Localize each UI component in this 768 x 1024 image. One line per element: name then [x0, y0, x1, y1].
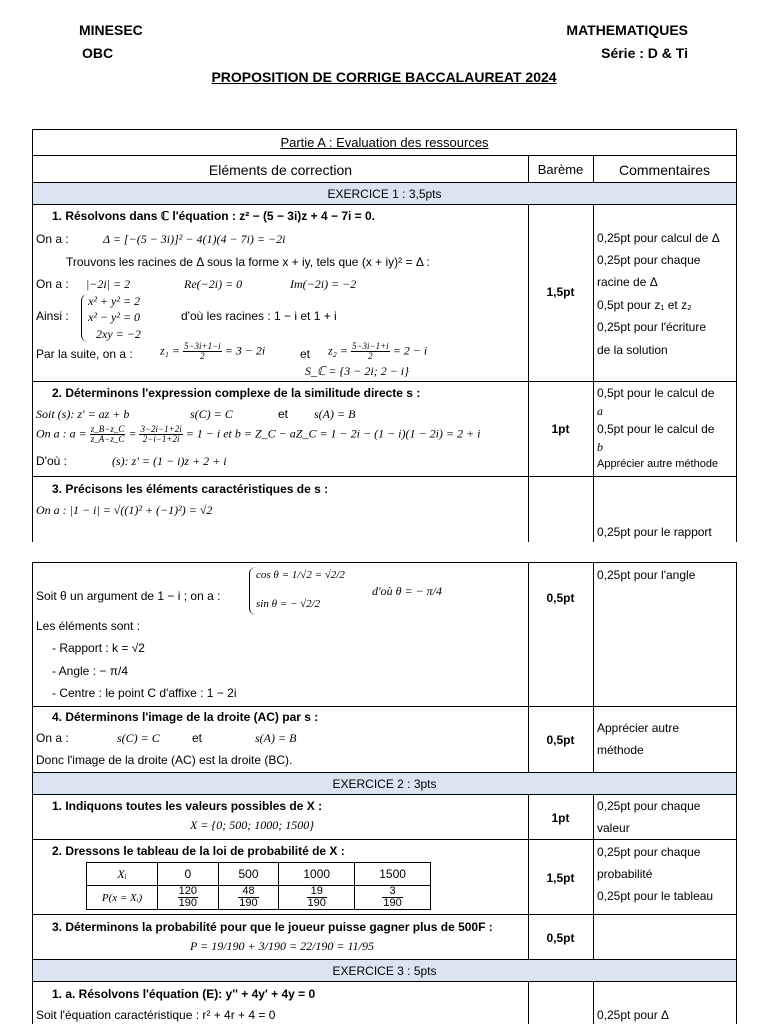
ex1-q3-heading: 3. Précisons les éléments caractéristiques de s :	[52, 482, 329, 496]
ex2-q1-heading: 1. Indiquons toutes les valeurs possibles de X :	[52, 799, 323, 813]
ministry-label: MINESEC	[79, 22, 143, 38]
ex1-q1-comment1: 0,25pt pour calcul de Δ	[597, 231, 720, 245]
ex1-q3-ratio: - Rapport : k = √2	[52, 641, 145, 655]
ex1-q3-angle: - Angle : − π/4	[52, 664, 128, 678]
ex1-q2-score: 1pt	[551, 422, 570, 436]
ex1-q1-solution-set: S_ℂ = {3 − 2i; 2 − i}	[305, 364, 409, 378]
system-brace-icon	[249, 567, 256, 615]
ex1-q3-score: 0,5pt	[546, 591, 575, 605]
ex2-q3-score: 0,5pt	[546, 931, 575, 945]
ex1-q1-system-eq3: 2xy = −2	[96, 327, 141, 341]
law-probability: $\frac{19}{190}$	[279, 886, 355, 910]
ex2-q2-comment1: 0,25pt pour chaque	[597, 845, 701, 859]
ex1-q1-et: et	[300, 347, 311, 361]
ex1-q3-argument-intro: Soit θ un argument de 1 − i ; on a :	[36, 589, 221, 603]
ex1-q1-line1-label: On a :	[36, 232, 69, 246]
ex1-q3-center: - Centre : le point C d'affixe : 1 − 2i	[52, 686, 237, 700]
ex1-q3-elements-intro: Les éléments sont :	[36, 619, 141, 633]
ex1-q1-z1: z₁ = $\frac{5-3i+1-i}{2}$ = 3 − 2i	[160, 341, 266, 361]
ex1-q4-sc: s(C) = C	[117, 731, 160, 745]
ex1-q4-score: 0,5pt	[546, 733, 575, 747]
ex1-q1-ainsi: Ainsi :	[36, 309, 69, 323]
ex1-q3-theta: d'où θ = − π/4	[372, 584, 443, 598]
ex2-q1-score: 1pt	[551, 811, 570, 825]
subject-label: MATHEMATIQUES	[566, 22, 688, 38]
ex1-q4-et: et	[192, 731, 203, 745]
ex1-q1-comment3: racine de Δ	[597, 275, 658, 289]
ex3-q1-heading: 1. a. Résolvons l'équation (E): y'' + 4y' + 4y = 0	[52, 987, 316, 1001]
column-header-comments: Commentaires	[618, 162, 711, 178]
ex1-q4-sa: s(A) = B	[255, 731, 297, 745]
law-probability: $\frac{120}{190}$	[158, 886, 219, 910]
ex2-q2-heading: 2. Dressons le tableau de la loi de probabilité de X :	[52, 844, 345, 858]
ex1-q2-sa: s(A) = B	[314, 407, 356, 421]
part-a-heading: Partie A : Evaluation des ressources	[280, 135, 489, 150]
ex2-q3-probability: P = 19/190 + 3/190 = 22/190 = 11/95	[190, 939, 374, 953]
ex1-q1-line3-label: On a :	[36, 277, 69, 291]
ex1-q2-comment2: a	[597, 404, 603, 418]
ex1-q3-modulus: On a : |1 − i| = √((1)² + (−1)²) = √2	[36, 503, 213, 517]
law-value: 1500	[355, 863, 431, 886]
ex2-q2-comment3: 0,25pt pour le tableau	[597, 889, 714, 903]
law-header-probability: P(x = Xᵢ)	[87, 886, 158, 910]
ex1-q2-result: (s): z' = (1 − i)z + 2 + i	[112, 454, 227, 468]
ex1-q1-real-part: Re(−2i) = 0	[184, 277, 243, 291]
ex1-q1-heading: 1. Résolvons dans ℂ l'équation : z² − (5 − 3i)z + 4 − 7i = 0.	[52, 209, 376, 223]
ex1-q2-heading: 2. Déterminons l'expression complexe de la similitude directe s :	[52, 386, 421, 400]
ex1-q1-system-eq1: x² + y² = 2	[88, 294, 141, 308]
ex2-q1-values: X = {0; 500; 1000; 1500}	[190, 818, 315, 832]
ex1-q1-z2: z₂ = $\frac{5-3i-1+i}{2}$ = 2 − i	[328, 341, 428, 361]
exercise-3-band: EXERCICE 3 : 5pts	[332, 964, 437, 978]
ex1-q4-heading: 4. Déterminons l'image de la droite (AC) par s :	[52, 710, 319, 724]
ex1-q1-comment4: 0,5pt pour z₁ et z₂	[597, 298, 692, 312]
ex1-q2-sc: s(C) = C	[190, 407, 233, 421]
law-value: 500	[218, 863, 279, 886]
law-probability: $\frac{3}{190}$	[355, 886, 431, 910]
ex1-q3-sin: sin θ = − √2/2	[256, 598, 321, 610]
ex3-q1-characteristic: Soit l'équation caractéristique : r² + 4r + 4 = 0	[36, 1008, 276, 1022]
law-value: 0	[158, 863, 219, 886]
ex1-q2-comment4: b	[597, 440, 603, 454]
page-title: PROPOSITION DE CORRIGE BACCALAUREAT 2024	[211, 69, 557, 85]
column-header-elements: Eléments de correction	[208, 162, 353, 178]
ex1-q4-comment1: Apprécier autre	[597, 721, 680, 735]
ex1-q1-line5-label: Par la suite, on a :	[36, 347, 133, 361]
ex2-q2-comment2: probabilité	[597, 867, 653, 881]
system-brace-icon	[81, 294, 88, 342]
ex1-q2-a-calc: On a : a = $\frac{z\_B-z\_C}{z\_A-z\_C}$ = $\frac{3-2i-1+2i}{2-i-1+2i}$ = 1 − i et b = Z_C − aZ_C = 1 − 2i − (1 − i)(1 − 2i) = 2 + i	[36, 424, 481, 444]
probability-law-table	[86, 862, 431, 910]
ex1-q3-cos: cos θ = 1/√2 = √2/2	[256, 569, 345, 581]
series-label: Série : D & Ti	[601, 45, 688, 61]
ex1-q2-similitude: Soit (s): z' = az + b	[36, 407, 130, 421]
ex1-q1-comment6: de la solution	[597, 343, 668, 357]
ex1-q3-comment1: 0,25pt pour le rapport	[597, 525, 712, 539]
ex1-q1-comment2: 0,25pt pour chaque	[597, 253, 701, 267]
law-header-xi: Xᵢ	[87, 863, 158, 886]
exercise-1-band: EXERCICE 1 : 3,5pts	[327, 187, 442, 201]
ex1-q2-comment1: 0,5pt pour le calcul de	[597, 386, 715, 400]
ex1-q1-comment5: 0,25pt pour l'écriture	[597, 320, 707, 334]
ex1-q3-comment2: 0,25pt pour l'angle	[597, 568, 696, 582]
ex1-q1-line2: Trouvons les racines de Δ sous la forme x + iy, tels que (x + iy)² = Δ :	[66, 255, 430, 269]
ex2-q1-comment2: valeur	[597, 821, 630, 835]
ex1-q1-score: 1,5pt	[546, 285, 575, 299]
ex1-q4-conclusion: Donc l'image de la droite (AC) est la droite (BC).	[36, 753, 293, 767]
column-header-bareme: Barème	[537, 162, 584, 177]
law-probability: $\frac{48}{190}$	[218, 886, 279, 910]
ex1-q1-roots: d'où les racines : 1 − i et 1 + i	[181, 309, 337, 323]
ex1-q1-modulus: |−2i| = 2	[86, 277, 131, 291]
law-value: 1000	[279, 863, 355, 886]
ex2-q1-comment1: 0,25pt pour chaque	[597, 799, 701, 813]
ex1-q1-system-eq2: x² − y² = 0	[88, 310, 141, 324]
ex2-q3-heading: 3. Déterminons la probabilité pour que le joueur puisse gagner plus de 500F :	[52, 920, 493, 934]
exam-board-label: OBC	[82, 45, 114, 61]
ex1-q4-comment2: méthode	[597, 743, 644, 757]
ex1-q2-comment3: 0,5pt pour le calcul de	[597, 422, 715, 436]
ex2-q2-score: 1,5pt	[546, 871, 575, 885]
ex1-q4-line1-label: On a :	[36, 731, 69, 745]
ex1-q2-dou: D'où :	[36, 454, 67, 468]
ex1-q1-imag-part: Im(−2i) = −2	[290, 277, 357, 291]
exercise-2-band: EXERCICE 2 : 3pts	[332, 777, 437, 791]
ex1-q1-delta: Δ = [−(5 − 3i)]² − 4(1)(4 − 7i) = −2i	[103, 232, 286, 246]
ex3-q1-comment1: 0,25pt pour Δ	[597, 1008, 670, 1022]
ex1-q2-et: et	[278, 407, 289, 421]
ex1-q2-comment5: Apprécier autre méthode	[597, 458, 719, 470]
